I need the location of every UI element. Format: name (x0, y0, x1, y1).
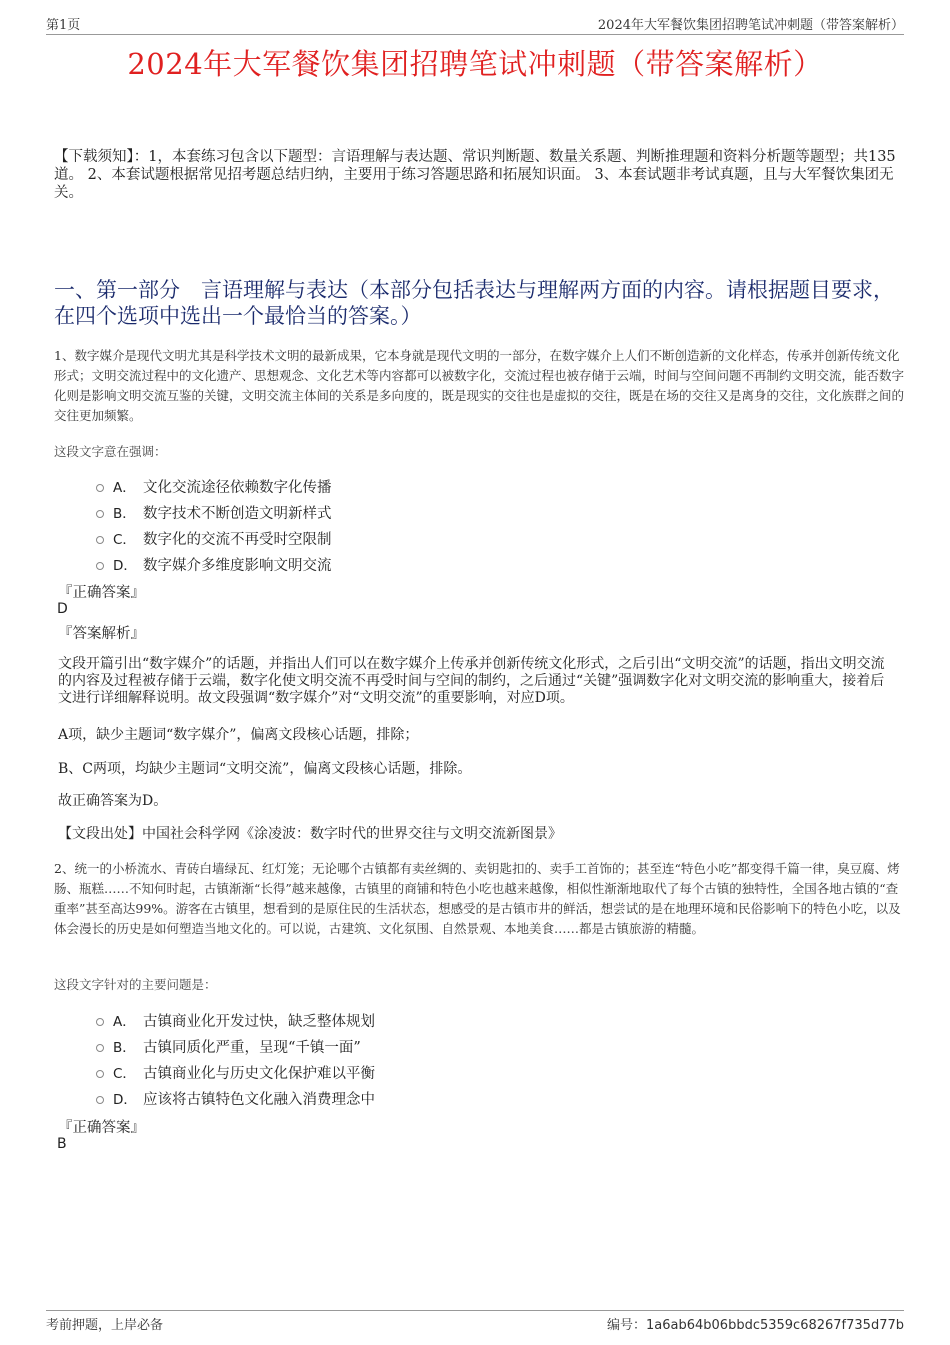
page-header (46, 14, 904, 35)
radio-icon[interactable] (96, 510, 104, 518)
header-doc-title: 2024年大军餐饮集团招聘笔试冲刺题（带答案解析） (597, 18, 904, 33)
question-1-option-c[interactable]: C． 数字化的交流不再受时空限制 (96, 525, 332, 551)
download-notice: 【下载须知】：1，本套练习包含以下题型：言语理解与表达题、常识判断题、数量关系题、判断推理题和资料分析题等题型；共135道。 2、本套试题根据常见招考题总结归纳，主要用于练习答题思路和拓展知识面。 3、本套试题非考试真题，且与大军餐饮集团无关。 (54, 149, 896, 201)
section-title: 一、第一部分 言语理解与表达（本部分包括表达与理解两方面的内容。请根据题目要求，在四个选项中选出一个最恰当的答案。） (54, 278, 894, 328)
question-1-answer-label: 『正确答案』 (58, 585, 145, 601)
question-1-option-a[interactable]: A． 文化交流途径依赖数字化传播 (96, 473, 332, 499)
question-1-analysis-a: A项，缺少主题词“数字媒介”，偏离文段核心话题，排除； (58, 727, 419, 743)
question-2-options (96, 1007, 375, 1111)
radio-icon[interactable] (96, 562, 104, 570)
question-1-analysis: 文段开篇引出“数字媒介”的话题，并指出人们可以在数字媒介上传承并创新传统文化形式，之后引出“文明交流”的话题，指出文明交流的内容及过程被存储于云端，数字化使文明交流不再受时间与空间的制约，之后通过“关键”强调数字化对文明交流的影响重大，接着后文进行详细解释说明。故文段强调“数字媒介”对“文明交流”的重要影响，对应D项。 (58, 656, 885, 706)
question-2-option-d[interactable]: D． 应该将古镇特色文化融入消费理念中 (96, 1085, 375, 1111)
question-1-option-d[interactable]: D． 数字媒介多维度影响文明交流 (96, 551, 332, 577)
question-1-options (96, 473, 332, 577)
question-1-option-b[interactable]: B． 数字技术不断创造文明新样式 (96, 499, 332, 525)
question-2-prompt: 这段文字针对的主要问题是： (54, 977, 217, 992)
page-footer (46, 1310, 904, 1333)
document-title: 2024年大军餐饮集团招聘笔试冲刺题（带答案解析） (127, 47, 823, 81)
footer-id: 编号：1a6ab64b06bbdc5359c68267f735d77b (606, 1318, 904, 1333)
question-1-answer: D (57, 601, 68, 617)
question-1-analysis-label: 『答案解析』 (58, 626, 145, 642)
question-2-answer: B (57, 1136, 67, 1152)
radio-icon[interactable] (96, 1018, 104, 1026)
question-1-prompt: 这段文字意在强调： (54, 444, 167, 459)
radio-icon[interactable] (96, 536, 104, 544)
question-2-answer-label: 『正确答案』 (58, 1120, 145, 1136)
question-1-analysis-conclusion: 故正确答案为D。 (58, 793, 168, 809)
radio-icon[interactable] (96, 1044, 104, 1052)
question-2-option-b[interactable]: B． 古镇同质化严重，呈现“千镇一面” (96, 1033, 375, 1059)
radio-icon[interactable] (96, 1096, 104, 1104)
page-number: 第1页 (46, 18, 81, 33)
question-1-stem: 1、数字媒介是现代文明尤其是科学技术文明的最新成果，它本身就是现代文明的一部分，在数字媒介上人们不断创造新的文化样态，传承并创新传统文化形式；文明交流过程中的文化遗产、思想观念、文化艺术等内容都可以被数字化，交流过程也被存储于云端，时间与空间问题不再制约文明交流，能否数字化则是影响文明交流互鉴的关键，文明交流主体间的关系是多向度的，既是现实的交往也是虚拟的交往，既是在场的交往又是离身的交往，文化族群之间的交往更加频繁。 (54, 348, 905, 423)
radio-icon[interactable] (96, 484, 104, 492)
question-2-option-c[interactable]: C． 古镇商业化与历史文化保护难以平衡 (96, 1059, 375, 1085)
question-1-analysis-bc: B、C两项，均缺少主题词“文明交流”，偏离文段核心话题，排除。 (58, 761, 472, 777)
question-2-option-a[interactable]: A． 古镇商业化开发过快，缺乏整体规划 (96, 1007, 375, 1033)
question-2-stem: 2、统一的小桥流水、青砖白墙绿瓦、红灯笼；无论哪个古镇都有卖丝绸的、卖钥匙扣的、卖手工首饰的；甚至连“特色小吃”都变得千篇一律，臭豆腐、烤肠、瓶糕……不知何时起，古镇渐渐“长得”越来越像，古镇里的商铺和特色小吃也越来越像，相似性渐渐地取代了每个古镇的独特性，全国各地古镇的“查重率”甚至高达99%。游客在古镇里，想看到的是原住民的生活状态，想感受的是古镇市井的鲜活，想尝试的是在地理环境和民俗影响下的特色小吃，以及体会漫长的历史是如何塑造当地文化的。可以说，古建筑、文化氛围、自然景观、本地美食……都是古镇旅游的精髓。 (54, 861, 901, 936)
question-1-source: 【文段出处】中国社会科学网《涂凌波：数字时代的世界交往与文明交流新图景》 (58, 826, 562, 842)
radio-icon[interactable] (96, 1070, 104, 1078)
footer-slogan: 考前押题，上岸必备 (46, 1318, 164, 1333)
